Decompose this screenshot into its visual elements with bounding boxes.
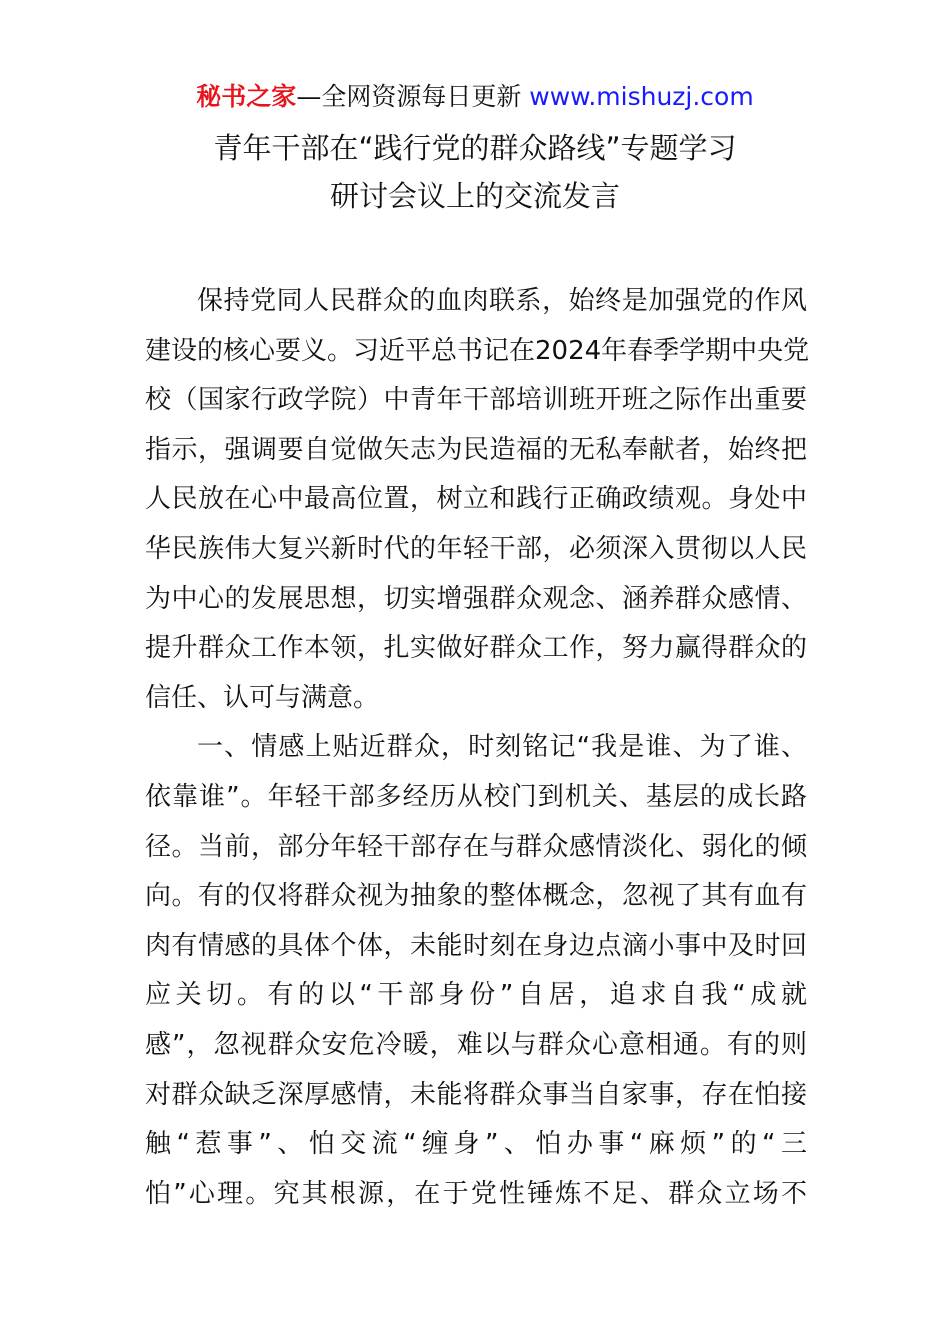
body-line: 感”，忽视群众安危冷暖，难以与群众心意相通。有的则 xyxy=(145,1029,807,1060)
document-body xyxy=(145,277,810,1219)
body-line: 依靠谁”。年轻干部多经历从校门到机关、基层的成长路 xyxy=(145,781,807,812)
body-line: 信任、认可与满意。 xyxy=(145,682,380,713)
body-line: 保持党同人民群众的血肉联系，始终是加强党的作风 xyxy=(197,286,807,316)
body-line: 指示，强调要自觉做矢志为民造福的无私奉献者，始终把 xyxy=(145,434,807,465)
body-line: 向。有的仅将群众视为抽象的整体概念，忽视了其有血有 xyxy=(145,881,807,912)
body-line: 校（国家行政学院）中青年干部培训班开班之际作出重要 xyxy=(145,385,807,416)
body-line: 提升群众工作本领，扎实做好群众工作，努力赢得群众的 xyxy=(145,633,807,664)
body-line: 华民族伟大复兴新时代的年轻干部，必须深入贯彻以人民 xyxy=(145,533,807,564)
site-brand: 秘书之家 xyxy=(196,82,297,111)
body-line: 触“惹事”、怕交流“缠身”、怕办事“麻烦”的“三 xyxy=(145,1129,807,1160)
body-line: 建设的核心要义。习近平总书记在2024年春季学期中央党 xyxy=(145,335,810,366)
body-line: 径。当前，部分年轻干部存在与群众感情淡化、弱化的倾 xyxy=(145,831,807,862)
body-line: 肉有情感的具体个体，未能时刻在身边点滴小事中及时回 xyxy=(145,930,807,961)
body-line: 怕”心理。究其根源，在于党性锤炼不足、群众立场不 xyxy=(145,1178,807,1209)
document-title-line-1: 青年干部在“践行党的群众路线”专题学习 xyxy=(213,131,737,165)
body-line: 应关切。有的以“干部身份”自居，追求自我“成就 xyxy=(145,980,807,1011)
body-line: 为中心的发展思想，切实增强群众观念、涵养群众感情、 xyxy=(145,583,807,614)
section-heading-line: 一、情感上贴近群众，时刻铭记“我是谁、为了谁、 xyxy=(197,732,807,763)
body-line: 对群众缺乏深厚感情，未能将群众事当自家事，存在怕接 xyxy=(145,1079,807,1110)
site-header xyxy=(0,80,950,114)
body-line: 人民放在心中最高位置，树立和践行正确政绩观。身处中 xyxy=(145,484,807,515)
site-slogan: —全网资源每日更新 xyxy=(296,82,522,111)
document-title-line-2: 研讨会议上的交流发言 xyxy=(329,179,620,213)
site-url-link[interactable]: www.mishuzj.com xyxy=(529,82,754,111)
